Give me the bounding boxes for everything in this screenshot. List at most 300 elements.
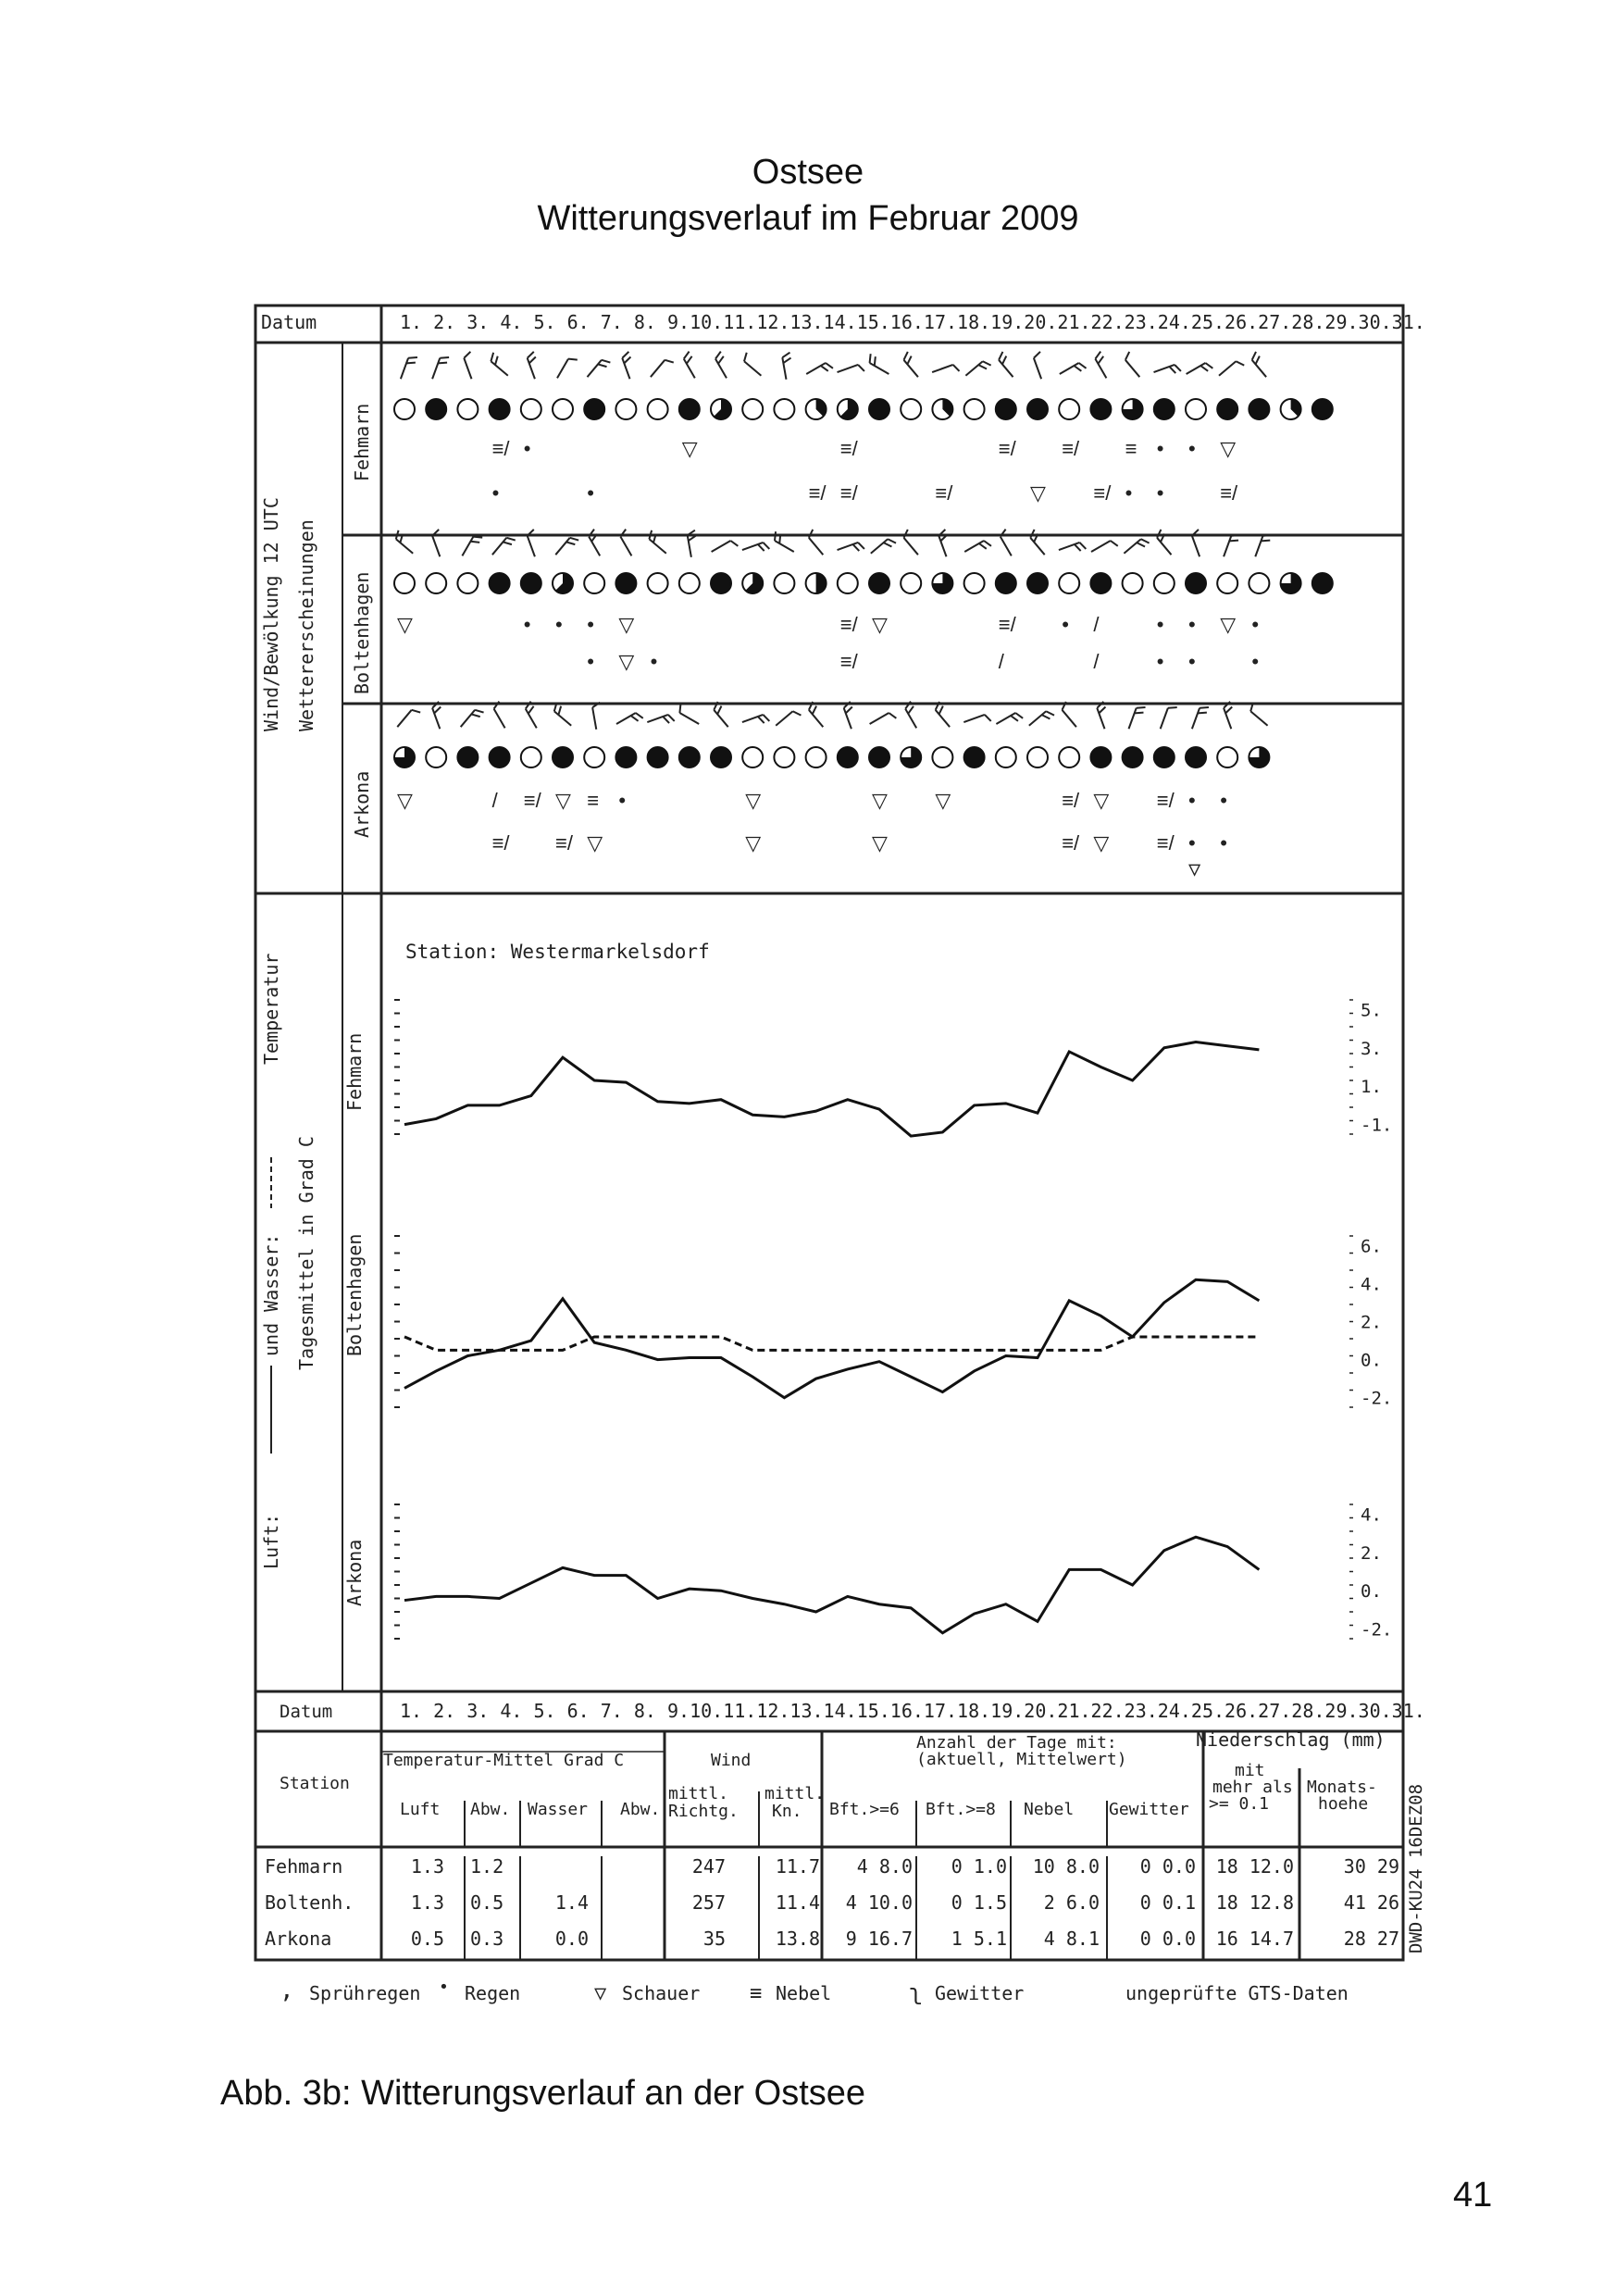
wind-barb <box>903 702 924 729</box>
th-bft6: Bft.>=6 <box>829 1800 900 1819</box>
legend-nebel-icon: ≡ <box>750 1982 763 2005</box>
y-tick-label: 5. <box>1361 1000 1382 1021</box>
temp-section-label-luft: Luft: <box>260 1513 282 1569</box>
cloud-symbol <box>806 747 827 767</box>
weather-symbol: ≡/ <box>935 481 953 505</box>
y-tick-label: 0. <box>1361 1350 1382 1371</box>
legend-nebel: Nebel <box>776 1982 832 2004</box>
table-cell-station: Boltenh. <box>265 1891 354 1914</box>
title-line-2: Witterungsverlauf im Februar 2009 <box>537 199 1079 238</box>
weather-symbol: ≡/ <box>839 437 858 460</box>
cloud-symbol <box>1154 399 1175 419</box>
cloud-symbol <box>426 747 446 767</box>
cloud-symbol <box>901 399 921 419</box>
wind-barb <box>776 709 801 732</box>
cloud-symbol <box>457 399 478 419</box>
cloud-symbol <box>806 573 827 593</box>
th-wind-dir-1: mittl. <box>668 1784 729 1803</box>
cloud-symbol <box>1059 399 1079 419</box>
weather-symbol: ≡/ <box>808 481 827 505</box>
cloud-symbol <box>869 747 889 767</box>
wind-barb <box>431 702 448 729</box>
cloud-symbol <box>838 573 858 593</box>
weather-symbol: ▽ <box>1030 481 1046 505</box>
datum-label-top: Datum <box>261 311 317 333</box>
y-tick-label: 3. <box>1361 1038 1382 1059</box>
cloud-symbol <box>679 747 700 767</box>
weather-symbol: • <box>650 650 658 673</box>
weather-symbol: ▽ <box>1220 613 1237 636</box>
weather-symbol: ≡/ <box>1062 789 1080 812</box>
weather-symbol: ≡/ <box>523 789 541 812</box>
figure-caption: Abb. 3b: Witterungsverlauf an der Ostsee <box>220 2074 866 2113</box>
wind-barb <box>555 535 578 560</box>
table-cell-nebel: 4 8.1 <box>1043 1928 1100 1950</box>
wind-barb <box>397 707 420 732</box>
weather-symbol: • <box>1188 437 1196 460</box>
cloud-symbol <box>901 573 921 593</box>
th-wind-kn-2: Kn. <box>772 1802 802 1821</box>
weather-symbol: • <box>1188 789 1196 812</box>
wind-barb <box>492 702 513 729</box>
cloud-symbol <box>1154 747 1175 767</box>
legend-spruehregen: Sprühregen <box>309 1982 421 2004</box>
th-precip-more-2: mehr als <box>1212 1778 1293 1797</box>
th-precip-more-1: mit <box>1235 1761 1265 1780</box>
wind-barb <box>838 542 864 558</box>
table-cell-gewitter: 0 0.1 <box>1139 1891 1196 1914</box>
weather-symbol: / <box>491 789 498 812</box>
legend-regen-icon: • <box>439 1978 449 1997</box>
side-code: DWD-KU24 16DEZ08 <box>1406 1783 1426 1953</box>
cloud-symbol <box>964 399 985 419</box>
cloud-symbol <box>426 399 446 419</box>
cloud-symbol <box>584 399 604 419</box>
wind-barb <box>964 539 991 559</box>
cloud-symbol <box>996 747 1016 767</box>
cloud-symbol <box>838 399 858 419</box>
cloud-symbol <box>901 747 921 767</box>
weather-symbol: ≡/ <box>839 613 858 636</box>
cloud-symbol <box>521 747 541 767</box>
weather-symbol: • <box>587 613 594 636</box>
table-cell-bft8: 0 1.5 <box>951 1891 1007 1914</box>
wind-barb <box>492 535 516 560</box>
table-cell-luft: 0.5 <box>410 1928 444 1950</box>
wind-barb <box>1161 705 1177 731</box>
th-precip-month-2: hoehe <box>1318 1794 1369 1814</box>
wind-barb <box>401 355 417 381</box>
weather-symbol: / <box>998 650 1004 673</box>
wind-barb <box>616 711 643 731</box>
temp-section-label-tagesmittel: Tagesmittel in Grad C <box>295 1136 317 1370</box>
cloud-symbol <box>1312 399 1333 419</box>
wind-barb <box>618 530 639 556</box>
cloud-symbol <box>1123 399 1143 419</box>
wind-barb <box>463 352 479 379</box>
temp-station-fehmarn: Fehmarn <box>343 1032 366 1111</box>
wind-barb <box>712 539 739 559</box>
wind-barb <box>842 702 859 729</box>
temp-section-label-wasser: und Wasser: <box>260 1233 282 1356</box>
wind-barb <box>677 704 703 724</box>
cloud-symbol <box>1186 399 1206 419</box>
table-cell-station: Fehmarn <box>265 1855 343 1878</box>
weather-symbol: ▽ <box>872 789 888 812</box>
weather-symbol: • <box>1188 613 1196 636</box>
cloud-symbol <box>1217 573 1237 593</box>
table-cell-dir: 247 <box>691 1855 726 1878</box>
cloud-symbol <box>615 747 636 767</box>
weather-symbol: ▽ <box>681 437 698 460</box>
weather-symbol: ≡/ <box>1156 789 1175 812</box>
weather-symbol: • <box>1251 650 1260 673</box>
th-bft8: Bft.>=8 <box>926 1800 996 1819</box>
series-line-luft-fehmarn <box>404 1042 1259 1137</box>
wind-barb <box>1128 705 1145 731</box>
cloud-symbol <box>426 573 446 593</box>
weather-symbol: • <box>1220 831 1227 855</box>
cloud-symbol <box>964 573 985 593</box>
page-number: 41 <box>1453 2176 1493 2215</box>
weather-symbol: • <box>1188 831 1196 855</box>
cloud-symbol <box>1123 747 1143 767</box>
wind-barb <box>526 352 542 379</box>
cloud-symbol <box>553 573 573 593</box>
th-days-group-2: (aktuell, Mittelwert) <box>916 1750 1127 1769</box>
y-tick-label: 0. <box>1361 1581 1382 1603</box>
cloud-symbol <box>1186 573 1206 593</box>
wind-barb <box>1155 530 1178 555</box>
cloud-symbol <box>521 573 541 593</box>
table-cell-luft: 1.3 <box>410 1855 444 1878</box>
table-cell-precip_days: 18 12.0 <box>1215 1855 1294 1878</box>
wind-barb <box>1060 361 1087 381</box>
weather-symbol: • <box>587 650 594 673</box>
wind-barb <box>932 364 959 381</box>
weather-symbol: ≡/ <box>491 831 510 855</box>
cloud-symbol <box>742 747 763 767</box>
wind-barb <box>587 530 607 556</box>
cloud-symbol <box>679 573 700 593</box>
table-cell-precip_sum: 41 26 <box>1343 1891 1399 1914</box>
cloud-symbol <box>964 747 985 767</box>
wind-barb <box>996 711 1023 731</box>
series-line-luft-arkona <box>404 1537 1259 1633</box>
wind-barb <box>1060 702 1083 727</box>
wind-barb <box>621 352 638 379</box>
weather-symbol: • <box>587 481 594 505</box>
th-precip-group: Niederschlag (mm) <box>1196 1728 1386 1751</box>
title-line-1: Ostsee <box>752 153 864 192</box>
table-cell-kn: 13.8 <box>775 1928 820 1950</box>
cloud-symbol <box>394 399 415 419</box>
cloud-symbol <box>615 573 636 593</box>
cloud-symbol <box>1249 747 1269 767</box>
station-label-boltenhagen: Boltenhagen <box>351 571 373 694</box>
cloud-symbol <box>1217 399 1237 419</box>
th-precip-month-1: Monats- <box>1307 1778 1377 1797</box>
table-cell-precip_sum: 28 27 <box>1343 1928 1399 1950</box>
wind-barb <box>999 530 1019 556</box>
cloud-symbol <box>615 399 636 419</box>
wind-barb <box>933 702 956 727</box>
cloud-symbol <box>490 747 510 767</box>
cloud-symbol <box>490 573 510 593</box>
th-gewitter: Gewitter <box>1109 1800 1189 1819</box>
cloud-symbol <box>521 399 541 419</box>
table-cell-wasser: 0.0 <box>554 1928 589 1950</box>
weather-symbol: ≡ <box>1125 437 1137 460</box>
cloud-symbol <box>1249 399 1269 419</box>
weather-symbol: ▽ <box>935 789 951 812</box>
table-cell-abw1: 0.3 <box>470 1928 504 1950</box>
wind-barb <box>432 355 449 381</box>
wind-barb <box>806 702 829 727</box>
weather-symbol: • <box>618 789 627 812</box>
table-cell-kn: 11.4 <box>775 1891 820 1914</box>
cloud-symbol <box>1059 573 1079 593</box>
wind-barb <box>1192 705 1209 731</box>
cloud-symbol <box>679 399 700 419</box>
table-cell-dir: 257 <box>691 1891 726 1914</box>
weather-symbol: • <box>523 437 531 460</box>
th-wind-dir-2: Richtg. <box>668 1802 739 1821</box>
weather-symbol: ≡/ <box>998 613 1016 636</box>
wind-barb <box>866 354 893 374</box>
y-tick-label: 2. <box>1361 1542 1382 1564</box>
weather-symbol: ▽ <box>397 789 413 812</box>
cloud-symbol <box>1027 399 1048 419</box>
weather-symbol: ▽ <box>618 613 635 636</box>
th-wind: Wind <box>711 1751 752 1770</box>
cloud-symbol <box>932 573 952 593</box>
wind-barb <box>1033 352 1050 379</box>
weather-symbol: ≡/ <box>555 831 573 855</box>
cloud-symbol <box>1027 747 1048 767</box>
wind-section-label-1: Wind/Bewölkung 12 UTC <box>260 497 282 731</box>
weather-symbol: • <box>1156 481 1164 505</box>
cloud-symbol <box>648 399 668 419</box>
th-station: Station <box>280 1774 350 1793</box>
wind-section-label-2: Wettererscheinungen <box>295 519 317 731</box>
th-abw2: Abw. <box>620 1800 661 1819</box>
weather-symbol: ▽ <box>587 831 603 855</box>
cloud-symbol <box>1217 747 1237 767</box>
cloud-symbol <box>742 399 763 419</box>
cloud-symbol <box>1281 573 1301 593</box>
wind-barb <box>1187 361 1213 381</box>
weather-symbol: ▽ <box>1093 831 1110 855</box>
cloud-symbol <box>1186 747 1206 767</box>
cloud-symbol <box>711 747 731 767</box>
legend-schauer: Schauer <box>622 1982 701 2004</box>
days-axis-top: 1. 2. 3. 4. 5. 6. 7. 8. 9.10.11.12.13.14.15.16.17.18.19.20.21.22.23.24.25.26.27.28.29.30.31. <box>400 311 1425 333</box>
table-cell-abw1: 0.5 <box>470 1891 504 1914</box>
wind-barb <box>1191 530 1208 556</box>
wind-barb <box>431 530 448 556</box>
table-cell-precip_days: 16 14.7 <box>1215 1928 1294 1950</box>
th-wasser: Wasser <box>528 1800 589 1819</box>
weather-symbol: • <box>491 481 500 505</box>
wind-barb <box>1223 702 1239 729</box>
wind-barb <box>1029 709 1054 732</box>
legend-spruehregen-icon: , <box>280 1977 294 2004</box>
weather-symbol: ▽ <box>872 613 888 636</box>
y-tick-label: -2. <box>1361 1619 1393 1641</box>
cloud-symbol <box>996 573 1016 593</box>
table-cell-precip_sum: 30 29 <box>1343 1855 1399 1878</box>
station-note: Station: Westermarkelsdorf <box>405 941 710 963</box>
cloud-symbol <box>869 399 889 419</box>
weather-symbol: ≡/ <box>491 437 510 460</box>
wind-barb <box>461 707 484 732</box>
wind-barb <box>682 352 702 379</box>
table-cell-station: Arkona <box>265 1928 332 1950</box>
weather-symbol: ▽ <box>1093 789 1110 812</box>
wind-barb <box>651 357 674 382</box>
cloud-symbol <box>1027 573 1048 593</box>
table-cell-abw1: 1.2 <box>470 1855 504 1878</box>
table-cell-bft8: 1 5.1 <box>951 1928 1007 1950</box>
wind-barb <box>1219 359 1244 382</box>
temp-station-arkona: Arkona <box>343 1539 366 1606</box>
table-cell-nebel: 10 8.0 <box>1032 1855 1100 1878</box>
wind-barb <box>1154 364 1181 381</box>
wind-barb <box>997 352 1020 377</box>
wind-barb <box>742 714 769 730</box>
wind-barb <box>806 530 829 555</box>
cloud-symbol <box>869 573 889 593</box>
legend-gewitter: Gewitter <box>935 1982 1025 2004</box>
weather-symbol: ▽ <box>1188 858 1201 881</box>
cloud-symbol <box>584 573 604 593</box>
wind-barb <box>901 530 925 555</box>
y-tick-label: -1. <box>1361 1115 1393 1136</box>
cloud-symbol <box>1090 747 1111 767</box>
weather-symbol: ≡/ <box>839 481 858 505</box>
weather-symbol: ▽ <box>618 650 635 673</box>
y-tick-label: 4. <box>1361 1274 1382 1295</box>
cloud-symbol <box>742 573 763 593</box>
datum-label-bottom: Datum <box>280 1702 333 1722</box>
weather-symbol: ≡/ <box>1062 437 1080 460</box>
cloud-symbol <box>1090 399 1111 419</box>
wind-barb <box>938 530 954 556</box>
cloud-symbol <box>1059 747 1079 767</box>
table-cell-gewitter: 0 0.0 <box>1139 1855 1196 1878</box>
weather-symbol: / <box>1093 613 1100 636</box>
th-luft: Luft <box>400 1800 441 1819</box>
wind-barb <box>870 711 897 731</box>
cloud-symbol <box>1281 399 1301 419</box>
legend <box>280 1977 1349 2005</box>
legend-schauer-icon: ▽ <box>594 1982 607 2005</box>
table-cell-bft6: 4 10.0 <box>845 1891 913 1914</box>
legend-gewitter-icon: ʅ <box>909 1979 923 2005</box>
table-cell-dir: 35 <box>702 1928 726 1950</box>
cloud-symbol <box>553 399 573 419</box>
wind-barb <box>1124 537 1149 560</box>
table-cell-nebel: 2 6.0 <box>1043 1891 1100 1914</box>
cloud-symbol <box>490 399 510 419</box>
wind-barb <box>901 352 925 377</box>
th-precip-more-3: >= 0.1 <box>1209 1794 1270 1814</box>
wind-barb <box>742 542 769 558</box>
wind-barb <box>838 364 864 381</box>
cloud-symbol <box>711 399 731 419</box>
station-label-arkona: Arkona <box>351 770 373 838</box>
wind-barb <box>1248 703 1273 726</box>
weather-symbol: ▽ <box>745 831 762 855</box>
weather-symbol: ▽ <box>745 789 762 812</box>
weather-symbol: ≡/ <box>998 437 1016 460</box>
cloud-symbol <box>1249 573 1269 593</box>
wind-barb <box>1093 352 1113 379</box>
wind-barb <box>552 703 577 726</box>
cloud-symbol <box>648 747 668 767</box>
weather-symbol: • <box>1062 613 1069 636</box>
weather-symbol: • <box>1156 650 1164 673</box>
weather-symbol: ≡/ <box>1156 831 1175 855</box>
weather-symbol: ≡/ <box>1093 481 1112 505</box>
wind-barb <box>526 530 542 556</box>
wind-barb <box>488 353 513 376</box>
cloud-symbol <box>1090 573 1111 593</box>
cloud-symbol <box>394 573 415 593</box>
wind-barb <box>1028 530 1051 555</box>
wind-barb <box>965 359 990 382</box>
temp-station-boltenhagen: Boltenhagen <box>343 1233 366 1356</box>
wind-barb <box>1096 702 1113 729</box>
cloud-symbol <box>553 747 573 767</box>
weather-symbol: ≡/ <box>1220 481 1238 505</box>
wind-barb <box>524 702 544 729</box>
cloud-symbol <box>1312 573 1333 593</box>
wind-barb <box>1249 352 1273 377</box>
table-cell-bft8: 0 1.0 <box>951 1855 1007 1878</box>
table-cell-precip_days: 18 12.8 <box>1215 1891 1294 1914</box>
weather-symbol: ▽ <box>555 789 571 812</box>
weather-symbol: • <box>1156 613 1164 636</box>
station-label-fehmarn: Fehmarn <box>351 403 373 481</box>
cloud-symbol <box>774 399 794 419</box>
weather-symbol: ▽ <box>397 613 413 636</box>
legend-regen: Regen <box>465 1982 521 2004</box>
y-tick-label: 2. <box>1361 1312 1382 1333</box>
y-tick-label: -2. <box>1361 1388 1393 1409</box>
th-abw1: Abw. <box>470 1800 511 1819</box>
cloud-symbol <box>457 747 478 767</box>
cloud-symbol <box>838 747 858 767</box>
y-tick-label: 1. <box>1361 1077 1382 1098</box>
wind-barb <box>587 357 610 382</box>
weather-symbol: ▽ <box>872 831 888 855</box>
th-nebel: Nebel <box>1024 1800 1075 1819</box>
cloud-symbol <box>932 399 952 419</box>
weather-symbol: ≡ <box>587 789 600 812</box>
wind-barb <box>462 533 482 560</box>
cloud-symbol <box>806 399 827 419</box>
cloud-symbol <box>584 747 604 767</box>
th-wind-kn-1: mittl. <box>764 1784 826 1803</box>
cloud-symbol <box>394 747 415 767</box>
weather-symbol: ▽ <box>1220 437 1237 460</box>
y-tick-label: 4. <box>1361 1504 1382 1526</box>
table-cell-bft6: 9 16.7 <box>845 1928 913 1950</box>
wind-barb <box>1059 542 1086 558</box>
wind-barb <box>963 714 990 730</box>
